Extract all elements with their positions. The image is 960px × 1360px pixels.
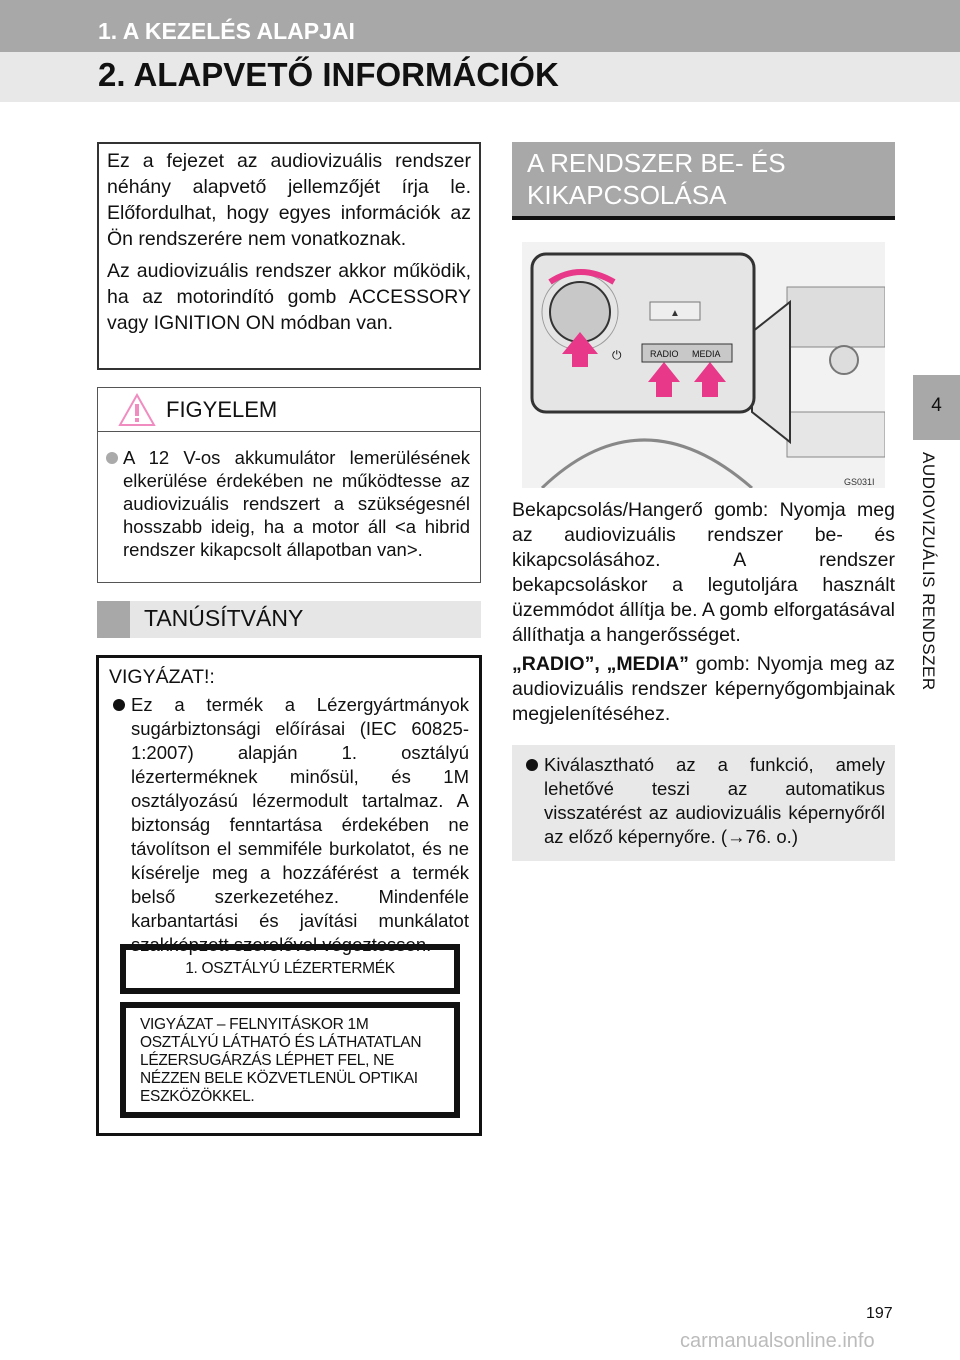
laser-class-label: 1. OSZTÁLYÚ LÉZERTERMÉK [120, 944, 460, 994]
caution-text: Ez a termék a Lézergyártmányok sugárbiztonsági előírásai (IEC 60825-1:2007) alapján 1. osztályú lézerterméknek minősül, és 1M osztályozású lézermodult tartalmaz. A biztonság fenntartása érdekében ne távolítson el semmiféle burkolatot, és ne kísérelje meg a hozzáférést a termék belső szerkezetéhez. Mindenféle karbantartási és javítási munkálatot szakképzett szerelővel végeztessen. [131, 694, 469, 955]
watermark: carmanualsonline.info [680, 1330, 875, 1352]
warning-title: FIGYELEM [166, 396, 278, 422]
bullet-icon [526, 759, 538, 771]
media-button-label: MEDIA [692, 349, 721, 359]
page-number: 197 [866, 1305, 893, 1322]
warning-box [97, 387, 481, 583]
radio-media-text: gomb: Nyomja meg az audiovizuális rendszer képernyőgombjainak megjelenítéséhez. [512, 653, 896, 725]
info-note [512, 745, 895, 861]
intro-paragraph-2: Az audiovizuális rendszer akkor működik, ha az motorindító gomb ACCESSORY vagy IGNITION ON módban van. [107, 260, 471, 334]
power-knob-text: Nyomja meg az audiovizuális rendszer be- és kikapcsolásához. A rendszer bekapcsoláskor a legutoljára használt üzemmódot állítja be. A gomb elforgatásával állíthatja a hangerősséget. [512, 499, 895, 646]
power-knob-label: Bekapcsolás/Hangerő gomb: [512, 499, 769, 521]
svg-text:▲: ▲ [670, 308, 680, 319]
figure-code: GS031I [844, 477, 875, 487]
bullet-icon [106, 452, 118, 464]
power-description [512, 498, 895, 727]
radio-media-label: „RADIO”, „MEDIA” [512, 653, 689, 675]
warning-text: A 12 V-os akkumulátor lemerülésének elkerülése érdekében ne működtesse az audiovizuális rendszert a szükségesnél hosszabb ideig, ha a motor áll <a hibrid rendszer kikapcsolt állapotban van>. [123, 447, 470, 560]
caution-title: VIGYÁZAT!: [109, 666, 215, 688]
intro-box [97, 142, 481, 370]
svg-text:⏻: ⏻ [612, 348, 622, 362]
title-band [0, 52, 960, 102]
dashboard-illustration [522, 242, 885, 488]
section-header-power: A RENDSZER BE- ÉS KIKAPCSOLÁSA [512, 142, 895, 220]
chapter-band [0, 0, 960, 52]
note-text: Kiválasztható az a funkció, amely lehetővé teszi az automatikus visszatérést az audiovizuális képernyőről az előző képernyőre. (→76. o.) [544, 754, 885, 847]
chapter-tab-number: 4 [913, 375, 960, 440]
warning-triangle-icon [118, 393, 156, 427]
laser-warning-label: VIGYÁZAT – FELNYITÁSKOR 1M OSZTÁLYÚ LÁTHATÓ ÉS LÁTHATATLAN LÉZERSUGÁRZÁS LÉPHET FEL, NE NÉZZEN BELE KÖZVETLENÜL OPTIKAI ESZKÖZÖKKEL. [120, 1002, 460, 1118]
section-title: TANÚSÍTVÁNY [144, 605, 304, 631]
chapter-tab-label: AUDIOVIZUÁLIS RENDSZER [919, 452, 938, 691]
section-header-certificate [97, 601, 481, 638]
page-title: 2. ALAPVETŐ INFORMÁCIÓK [98, 56, 559, 93]
intro-paragraph-1: Ez a fejezet az audiovizuális rendszer néhány alapvető jellemzőjét írja le. Előfordulhat, hogy egyes információk az Ön rendszerére nem vonatkoznak. [107, 150, 471, 250]
radio-button-label: RADIO [650, 349, 679, 359]
chapter-title: 1. A KEZELÉS ALAPJAI [98, 18, 355, 44]
bullet-icon [113, 699, 125, 711]
